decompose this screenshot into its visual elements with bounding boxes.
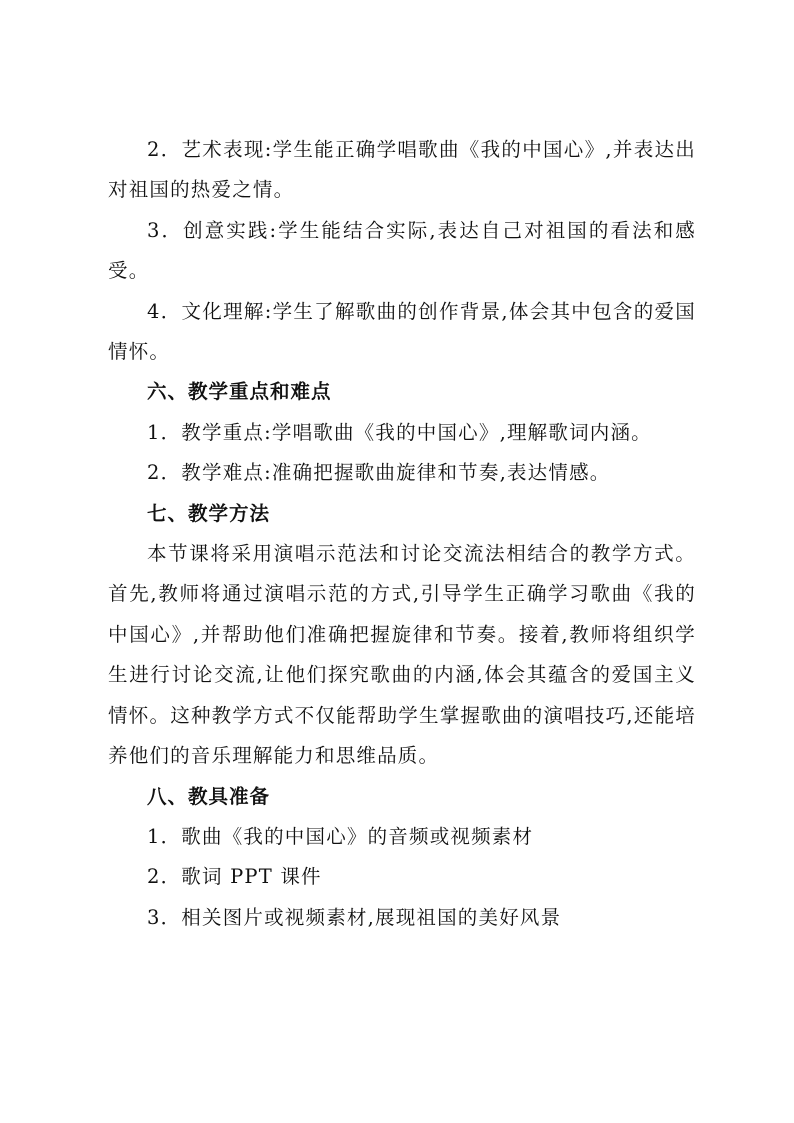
section-heading-materials: 八、教具准备 xyxy=(147,784,271,808)
document-page xyxy=(108,130,696,938)
goal-item-cultural-understanding: 4．文化理解:学生了解歌曲的创作背景,体会其中包含的爱国情怀。 xyxy=(108,299,696,364)
goal-item-art-expression: 2．艺术表现:学生能正确学唱歌曲《我的中国心》,并表达出对祖国的热爱之情。 xyxy=(108,138,696,202)
teaching-method-paragraph: 本节课将采用演唱示范法和讨论交流法相结合的教学方式。首先,教师将通过演唱示范的方式,引导学生正确学习歌曲《我的中国心》,并帮助他们准确把握旋律和节奏。接着,教师将组织学生进行讨论交流,让他们探究歌曲的内涵,体会其蕴含的爱国主义情怀。这种教学方式不仅能帮助学生掌握歌曲的演唱技巧,还能培养他们的音乐理解能力和思维品质。 xyxy=(108,542,696,768)
section-heading-key-points: 六、教学重点和难点 xyxy=(147,380,332,404)
section-heading-teaching-method: 七、教学方法 xyxy=(147,501,271,525)
goal-item-creative-practice: 3．创意实践:学生能结合实际,表达自己对祖国的看法和感受。 xyxy=(108,218,696,283)
material-item-ppt: 2．歌词 PPT 课件 xyxy=(147,865,322,889)
material-item-images: 3．相关图片或视频素材,展现祖国的美好风景 xyxy=(147,905,562,929)
difficult-point-item: 2．教学难点:准确把握歌曲旋律和节奏,表达情感。 xyxy=(147,461,611,485)
material-item-audio-video: 1．歌曲《我的中国心》的音频或视频素材 xyxy=(147,824,534,848)
key-point-item: 1．教学重点:学唱歌曲《我的中国心》,理解歌词内涵。 xyxy=(147,420,652,444)
